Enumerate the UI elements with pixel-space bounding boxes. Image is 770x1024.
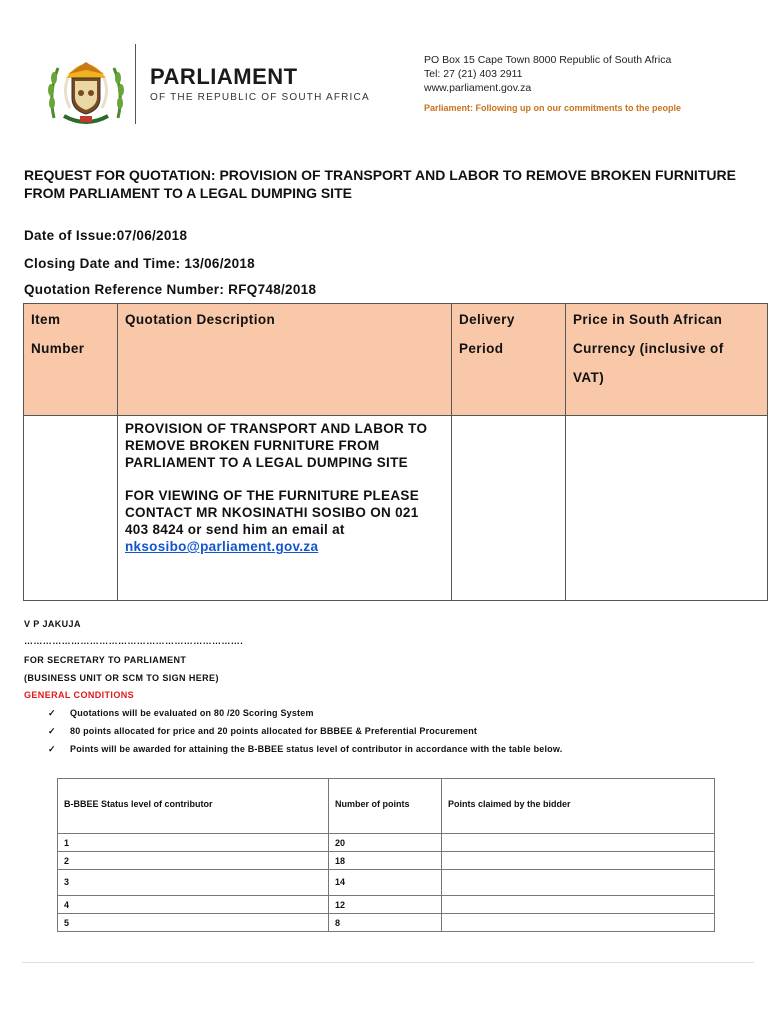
points-claimed-cell[interactable] [442,896,715,914]
condition-item: 80 points allocated for price and 20 points allocated for BBBEE & Preferential Procurement [70,726,478,736]
header-price-line3: VAT) [573,370,605,385]
check-icon: ✓ [48,708,56,718]
quotation-reference: Quotation Reference Number: RFQ748/2018 [24,282,317,297]
table-row [58,870,715,896]
document-title: REQUEST FOR QUOTATION: PROVISION OF TRANSPORT AND LABOR TO REMOVE BROKEN FURNITURE FROM PARLIAMENT TO A LEGAL DUMPING SITE [24,167,736,201]
cell-item-number[interactable] [24,416,118,601]
page-footer-divider [22,962,754,963]
header-delivery-period [452,304,566,416]
points-claimed-cell[interactable] [442,834,715,852]
description-paragraph-2: FOR VIEWING OF THE FURNITURE PLEASE CONTACT MR NKOSINATHI SOSIBO ON 021 403 8424 or send him an email at [125,488,420,537]
quotation-table-row [24,416,768,601]
quotation-table-header [24,304,768,416]
header-price-line2: Currency (inclusive of [573,341,724,356]
header-price-line1: Price in South African [573,312,723,327]
points-cell: 20 [329,834,442,852]
header-description-text: Quotation Description [125,312,276,327]
check-icon: ✓ [48,744,56,754]
points-cell: 8 [329,914,442,932]
status-level-cell: 1 [58,834,329,852]
org-subtitle: OF THE REPUBLIC OF SOUTH AFRICA [150,92,370,103]
signature-line: ……………………………………………………………. [24,636,244,646]
contact-web: www.parliament.gov.za [424,82,532,94]
bbbee-points-table [57,778,715,932]
contact-tel: Tel: 27 (21) 403 2911 [424,68,523,80]
header-item-number [24,304,118,416]
header-status-level: B-BBEE Status level of contributor [58,779,329,834]
check-icon: ✓ [48,726,56,736]
contact-email-link[interactable]: nksosibo@parliament.gov.za [125,539,319,554]
table-row [58,852,715,870]
parliament-coat-of-arms-logo [44,48,128,130]
header-points-claimed: Points claimed by the bidder [442,779,715,834]
contact-address: PO Box 15 Cape Town 8000 Republic of South Africa [424,54,672,66]
cell-price[interactable] [566,416,768,601]
header-divider [135,44,136,124]
table-row [58,914,715,932]
header-item-line2: Number [31,341,85,356]
cell-delivery-period[interactable] [452,416,566,601]
tagline: Parliament: Following up on our commitments to the people [424,103,682,113]
status-level-cell: 2 [58,852,329,870]
signatory-name: V P JAKUJA [24,619,81,629]
sign-here-note: (BUSINESS UNIT OR SCM TO SIGN HERE) [24,673,219,683]
general-conditions-heading: GENERAL CONDITIONS [24,690,135,700]
points-claimed-cell[interactable] [442,870,715,896]
header-item-line1: Item [31,312,61,327]
points-cell: 18 [329,852,442,870]
points-cell: 12 [329,896,442,914]
quotation-table [23,303,768,601]
header-delivery-line2: Period [459,341,504,356]
points-claimed-cell[interactable] [442,914,715,932]
date-of-issue: Date of Issue:07/06/2018 [24,228,188,243]
points-claimed-cell[interactable] [442,852,715,870]
status-level-cell: 3 [58,870,329,896]
for-secretary-line: FOR SECRETARY TO PARLIAMENT [24,655,187,665]
points-cell: 14 [329,870,442,896]
table-row [58,896,715,914]
condition-item: Quotations will be evaluated on 80 /20 Scoring System [70,708,314,718]
table-row [58,834,715,852]
bbbee-table-header [58,779,715,834]
cell-description [118,416,452,601]
header-price [566,304,768,416]
header-number-of-points: Number of points [329,779,442,834]
description-paragraph-1: PROVISION OF TRANSPORT AND LABOR TO REMOVE BROKEN FURNITURE FROM PARLIAMENT TO A LEGAL DUMPING SITE [125,421,428,470]
header-description [118,304,452,416]
condition-item: Points will be awarded for attaining the B-BBEE status level of contributor in accordance with the table below. [70,744,563,754]
header-delivery-line1: Delivery [459,312,515,327]
closing-date: Closing Date and Time: 13/06/2018 [24,256,255,271]
status-level-cell: 4 [58,896,329,914]
org-name: PARLIAMENT [150,64,298,89]
status-level-cell: 5 [58,914,329,932]
